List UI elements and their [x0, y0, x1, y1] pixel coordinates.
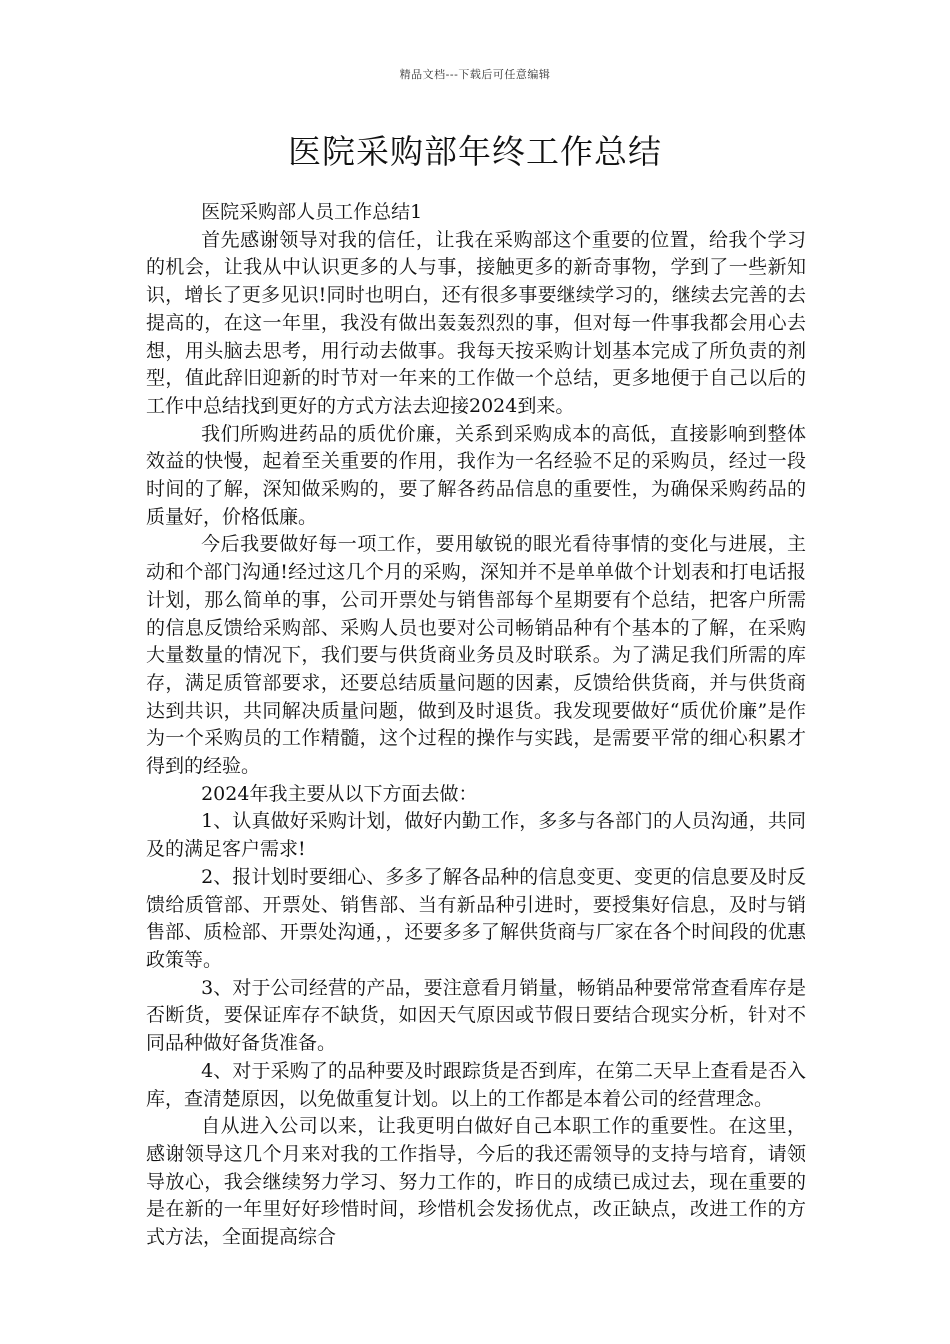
- list-item: 3、对于公司经营的产品，要注意看月销量，畅销品种要常常查看库存是否断货，要保证库存不缺货，如因天气原因或节假日要结合现实分析，针对不同品种做好备货准备。: [146, 976, 806, 1055]
- paragraph: 首先感谢领导对我的信任，让我在采购部这个重要的位置，给我个学习的机会，让我从中认识更多的人与事，接触更多的新奇事物，学到了一些新知识，增长了更多见识!同时也明白，还有很多事要继续学习的，继续去完善的去提高的，在这一年里，我没有做出轰轰烈烈的事，但对每一件事我都会用心去想，用头脑去思考，用行动去做事。我每天按采购计划基本完成了所负责的剂型，值此辞旧迎新的时节对一年来的工作做一个总结，更多地便于自己以后的工作中总结找到更好的方式方法去迎接2024到来。: [146, 228, 806, 417]
- section-heading: 医院采购部人员工作总结1: [201, 201, 423, 223]
- document-body: [146, 199, 806, 1252]
- header-note: 精品文档---下载后可任意编辑: [399, 68, 551, 81]
- paragraph: 自从进入公司以来，让我更明白做好自己本职工作的重要性。在这里，感谢领导这几个月来对我的工作指导，今后的我还需领导的支持与培育，请领导放心，我会继续努力学习、努力工作的，昨日的成绩已成过去，现在重要的是在新的一年里好好珍惜时间，珍惜机会发扬优点，改正缺点，改进工作的方式方法，全面提高综合: [146, 1115, 806, 1249]
- paragraph: 2024年我主要从以下方面去做：: [201, 782, 478, 805]
- document-title: 医院采购部年终工作总结: [288, 132, 662, 171]
- paragraph: 我们所购进药品的质优价廉，关系到采购成本的高低，直接影响到整体效益的快慢，起着至关重要的作用，我作为一名经验不足的采购员，经过一段时间的了解，深知做采购的，要了解各药品信息的重要性，为确保采购药品的质量好，价格低廉。: [146, 422, 806, 528]
- list-item: 2、报计划时要细心、多多了解各品种的信息变更、变更的信息要及时反馈给质管部、开票处、销售部、当有新品种引进时，要授集好信息，及时与销售部、质检部、开票处沟通，，还要多多了解供货商与厂家在各个时间段的优惠政策等。: [146, 865, 806, 971]
- list-item: 1、认真做好采购计划，做好内勤工作，多多与各部门的人员沟通，共同及的满足客户需求!: [146, 810, 806, 861]
- list-item: 4、对于采购了的品种要及时跟踪货是否到库，在第二天早上查看是否入库，查清楚原因，以免做重复计划。以上的工作都是本着公司的经营理念。: [146, 1059, 806, 1110]
- paragraph: 今后我要做好每一项工作，要用敏锐的眼光看待事情的变化与进展，主动和个部门沟通!经过这几个月的采购，深知并不是单单做个计划表和打电话报计划，那么简单的事，公司开票处与销售部每个星期要有个总结，把客户所需的信息反馈给采购部、采购人员也要对公司畅销品种有个基本的了解，在采购大量数量的情况下，我们要与供货商业务员及时联系。为了满足我们所需的库存，满足质管部要求，还要总结质量问题的因素，反馈给供货商，并与供货商达到共识，共同解决质量问题，做到及时退货。我发现要做好“质优价廉”是作为一个采购员的工作精髓，这个过程的操作与实践，是需要平常的细心积累才得到的经验。: [146, 533, 806, 778]
